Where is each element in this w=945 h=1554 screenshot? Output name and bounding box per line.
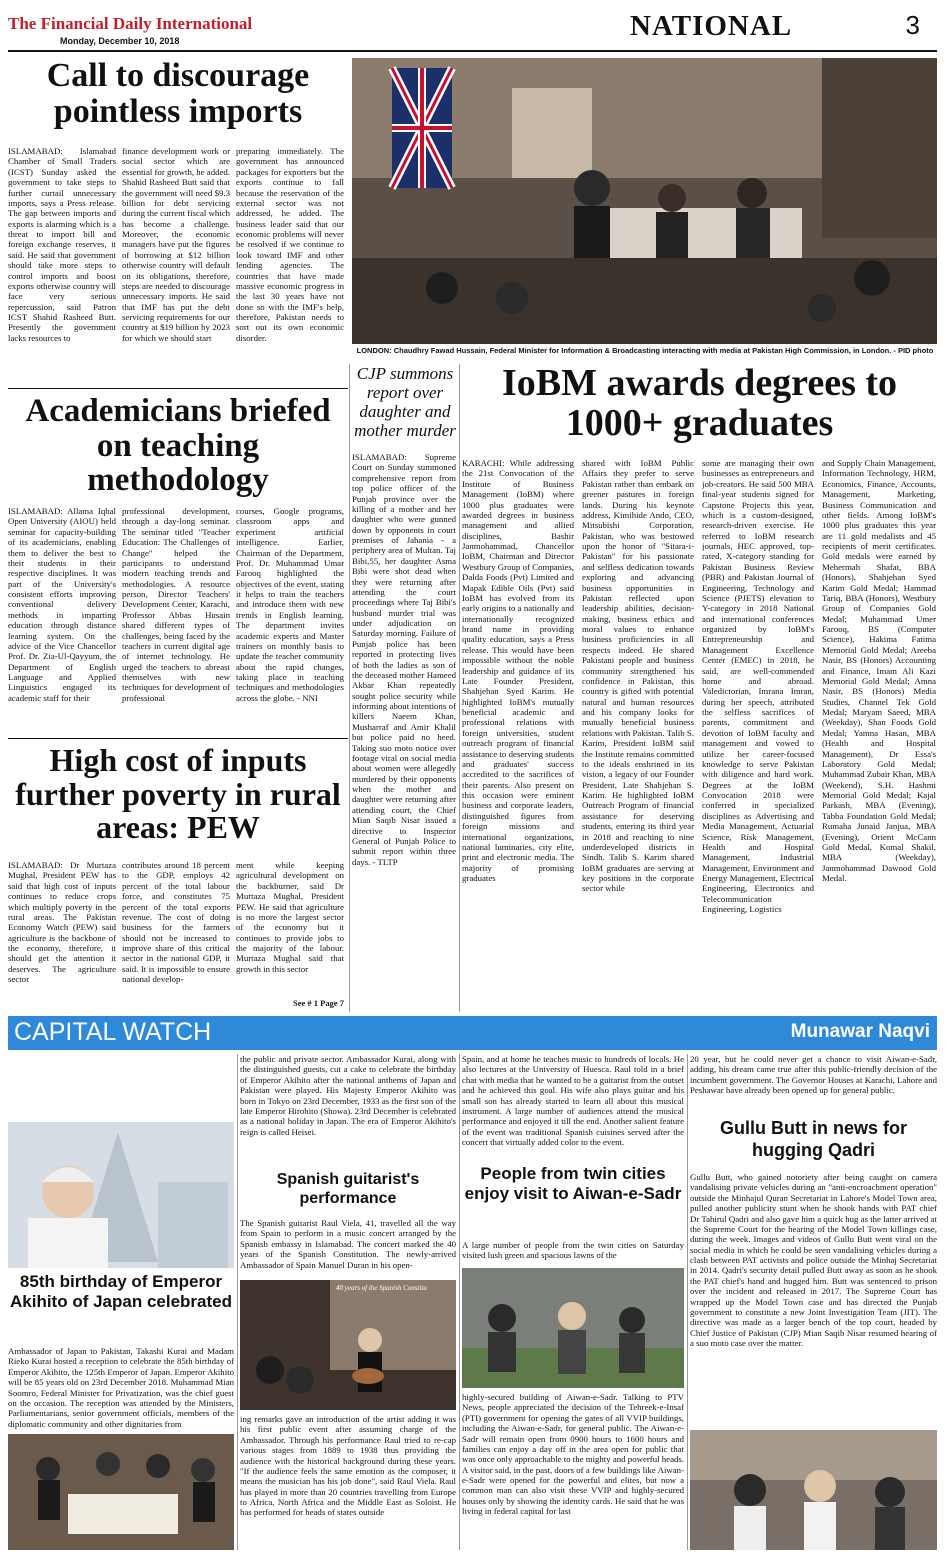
section-label: NATIONAL [630, 10, 793, 42]
akihito-col-2: the public and private sector. Ambassador Kurai, along with the distinguished guests, cut a cake to celebrate the birthday of Emperor Akihito after the national anthems of Japan and Pakistan were played. His Majesty Emperor Akihito was born in Tokyo on 23rd December, 1933 as the first son of the late Emperor Hirohito (Showa). 23rd December is celebrated as a national holiday in Japan. The era of Emperor Akihito's reign is called Heisei. [240, 1054, 456, 1137]
iobm-col-1: KARACHI: While addressing the 21st Convocation of the Institute of Business Management (IoBM) where 1000 plus graduates were awarded degrees in business management and allied disciplines, Bashir Janmohammad, Chancellor IoBM, Chairman and Director Westbury Group of Companies, Dalda Foods (Pvt) Limited and Mapak Edible Oils (Pvt) said IoBM has evolved from its early origins to a nationally and internationally recognized brand name in providing quality education, says a Press release. This would have been impossible without the noble leadership and guidance of its Late Founder President, Shahjehan Syed Karim. He highlighted IoBM's mutually beneficial academic and professional relations with foreign universities, student outreach program of financial assistance to deserving students and graduates' success accredited to the sacrifices of their parents. Also present on this occasion were eminent business and corporate leaders, distinguished figures from foreign missions and international organizations, national luminaries, city elite, print and electronic media. The majority of promising graduates [462, 458, 574, 883]
imports-col-2: finance development work or social sector which are essential for growth, he added. Shahid Rasheed Butt said that the government will need $9.3 billion for debt servicing during the current fiscal which has become a challenge. Moreover, the economic managers have put the figures of borrowing at $12 billion otherwise country will default on its obligations, therefore, steps are needed to discourage unnecessary imports. He said that IMF has put the debt servicing requirements for our country at $19 billion by 2023 for which we should start [122, 146, 230, 343]
akihito-cake-photo [8, 1434, 234, 1550]
gullu-headline: Gullu Butt in news for hugging Qadri [720, 1118, 907, 1160]
academicians-col-2: professional development, through a day-long seminar. The seminar titled "Teacher Education: The Challenges of Change" helped the participants to understand modern teaching trends and methodologies. A resource person, Director Teachers' Development Center, Karachi, Professor Abbas Husain shared different types of challenges, being faced by the teachers in current digital age of internet technology. He urged the teachers to abreast themselves with new techniques for development of professional [122, 506, 230, 703]
column-divider [237, 1054, 238, 1550]
pew-col-1: ISLAMABAD: Dr Murtaza Mughal, President PEW has said that high cost of inputs continues to reduce crops which multiply poverty in the rural areas. The Pakistan Economy Watch (PEW) said agriculture is the backbone of the economy, therefore, it should get the attention it deserves. The agriculture sector [8, 860, 116, 985]
pew-col-3: ment while keeping agricultural development on the backburner, said Dr Murtaza Mughal, President PEW. He said that agriculture is no more the largest sector of the economy but it continues to provide jobs to the majority of the labour. Murtaza Mughal said that growth in this sector [236, 860, 344, 974]
columnist-photo [8, 1122, 234, 1268]
pew-col-2: contributes around 18 percent to the GDP, employs 42 percent of the total labour force, and constitutes 75 percent of the total exports revenue. The cost of doing business for the farmers should not be increased to improve share of this critical sector in the national GDP, it said. It is impossible to ensure national develop- [122, 860, 230, 985]
columnist-photo-illustration [8, 1122, 234, 1268]
london-photo-illustration [352, 58, 937, 344]
aiwan-col-3: 20 year, but he could never get a chance to visit Aiwan-e-Sadr, adding, his dream came true after this public-friendly decision of the incumbent government. The Governor Houses at Karachi, Lahore and Peshawar have already been opened up for general public. [690, 1054, 937, 1096]
imports-col-1: ISLAMABAD: Islamabad Chamber of Small Traders (ICST) Sunday asked the government to take steps to further curtail unnecessary imports, says a Press release. The gap between imports and exports is alarming which is a threat to import bill and foreign exchange reserves, it said. He said that government should take more steps to control imports and boost exports otherwise country will face very serious repercussion, said Patron ICST Shahid Rasheed Butt. Presently the government lacks resources to [8, 146, 116, 343]
academicians-headline: Academicians briefed on teaching methodology [25, 394, 331, 499]
guitarist-col-3: Spain, and at home he teaches music to hundreds of locals. He also lectures at the University of Huesca. Raul told in a brief chat with media that he wanted to be a guitarist from the outset and he achieved this goal. His wife also plays guitar and his small son has already started to learn all about this musical instrument. A large number of audiences attend the musical performance and enjoyed it till the end. Another salient feature of the event was traditional Spanish cuisines served after the concert that virtually added color to the event. [462, 1054, 684, 1147]
guitarist-col-1: The Spanish guitarist Raul Viela, 41, travelled all the way from Spain to perform in a music concert arranged by the Spanish embassy in Islamabad. The concert marked the 40 years of the Spanish Constitution. The newly-arrived Ambassador of Spain Manuel Duran in his open- [240, 1218, 456, 1270]
column-divider [459, 1054, 460, 1550]
akihito-photo-illustration [8, 1434, 234, 1550]
section-rule [8, 738, 348, 739]
masthead-date: Monday, December 10, 2018 [60, 36, 180, 46]
page-number: 3 [905, 10, 920, 40]
academicians-col-3: courses, Google programs, classroom apps and experiment artificial intelligence. Earlier, Chairman of the Department, Prof. Dr. Muhammad Umar Farooq highlighted the objectives of the event, stating it helps to train the teachers and introduce them with new trends in English learning. The department invites academic experts and Master trainers on monthly basis to update the teacher community about the rapid changes, taking place in teaching techniques and methodologies across the globe. - NNI [236, 506, 344, 703]
capital-watch-title: CAPITAL WATCH [14, 1018, 212, 1046]
column-divider [349, 364, 350, 1012]
column-divider [459, 364, 460, 1012]
aiwan-photo [462, 1268, 684, 1388]
cjp-body: ISLAMABAD: Supreme Court on Sunday summoned comprehensive report from top police officer of the Punjab province over the killing of a mother and her daughter who were gunned down by opponents in court premises of Jahania - a periphery area of Multan. Taj Bibi,55, her daughter Asma Bibi were shot dead when they were returning after attending the court proceedings where Taj Bibi's husband murder trial was under adjudication on Saturday morning. Failure of Punjab police has been reported in protecting lives of both the ladies as son of the deceased mother Hameed Akbar Khan repeatedly sought police security while informing about intentions of killers Naeem Khan, Musharraf and Amir Khalil but police paid no heed. Taking suo moto notice over footage viral on social media about women were allegedly murdered by their opponents when the mother and daughter were returning after attending court, the Chief Mian Saqib Nisar issued a directive to Inspector General of Punjab Police to submit report within three days. - TLTP [352, 452, 456, 867]
gullu-photo [690, 1430, 937, 1550]
guitarist-poster-text: 40 years of the Spanish Constitu [336, 1284, 427, 1292]
aiwan-headline: People from twin cities enjoy visit to Aiwan-e-Sadr [464, 1164, 682, 1204]
iobm-col-3: some are managing their own businesses as entrepreneurs and job-creators. He said 500 MBA final-year students signed for Capstone Projects this year, which is a custom-designed, research-driven exercise. He referred to IoBM research journals, HEC approved, top-rated, X-category standing for Pakistan Business Review (PBR) and Pakistan Journal of Engineering, Technology and Science (PJETS) elevation to Y-category in 2018 National and international conferences organized by IoBM's Entrepreneurship and Management Excellence Center (EMEC) in 2018, he said, are well-commended home and abroad. Valedictorian, Imrana Imran, during her speech, attributed the selfless sacrifices of parents, commitment and devotion of IoBM faculty and management and vowed to utilize her career-focused knowledge to serve Pakistan with diligence and hard work. Degrees at the IoBM Convocation 2018 were conferred in specialized disciplines as Advertising and Media Management, Actuarial Science, Risk Management, Health and Hospital Management, Industrial Management, Environment and Energy Management, Electrical Engineering, Electronics and Telecommunication Engineering, Logistics [702, 458, 814, 915]
iobm-headline: IoBM awards degrees to 1000+ graduates [501, 364, 898, 444]
iobm-col-4: and Supply Chain Management, Information Technology, HRM, Economics, Finance, Accounts, Management, Marketing, Business Communication and other fields. Among IoBM's 1000 plus graduates this year are 11 gold medalists and 45 recipients of merit certificates. Gold medals were earned by Mehermah Shafat, BBA (Honors), Shahjehan Syed Karim Gold Medal; Hammad Tariq, BBA (Honors), Westbury Group of Companies Gold Medal; Muhammad Umer Farooq, BS (Computer Science), Hakima Fatima Memorial Gold Medal; Areeba Nasir, BS (Honors) Accounting and Finance, Imam Ali Kazi Memorial Gold Medal; Amna Nasir, BS (Honors) Media Studies, Channel Tek Gold Medal; Maryam Saeed, MBA (Weekday), Shan Foods Gold Medal; Yamna Hasan, MBA (Health and Hospital Management), Dr Essa's Laboratory Gold Medal; Muhammad Zubair Khan, MBA (Weekend), S.H. Hashmi Memorial Gold Medal; Kajal Parkash, MBA (Evening), Tabba Foundation Gold Medal; Rumaha Junaid Janjua, MBA (Evening), Orient McCann Gold Medal, Komal Shakil, MBA (Weekday), Janmohammad Dawood Gold Medal. [822, 458, 936, 883]
guitarist-headline: Spanish guitarist's performance [276, 1171, 420, 1208]
aiwan-col-1: A large number of people from the twin cities on Saturday visited lush green and spacious lawns of the [462, 1240, 684, 1261]
masthead-name: The Financial Daily International [8, 14, 253, 33]
aiwan-photo-illustration [462, 1268, 684, 1388]
london-media-photo [352, 58, 937, 344]
guitarist-photo [240, 1280, 456, 1410]
guitarist-photo-illustration [240, 1280, 456, 1410]
akihito-headline: 85th birthday of Emperor Akihito of Japan celebrated [10, 1272, 232, 1312]
capital-watch-author: Munawar Naqvi [790, 1021, 930, 1042]
gullu-photo-illustration [690, 1430, 937, 1550]
cjp-headline: CJP summons report over daughter and mother murder [354, 364, 456, 441]
masthead-rule [8, 50, 937, 52]
gullu-body: Gullu Butt, who gained notoriety after being caught on camera vandalising private vehicles during an "anti-encroachment operation" outside the Minhajul Quran Secretariat in Lahore's Model Town area, pulled another publicity stunt when he shook hands with PAT chief Dr Tahirul Qadri and also gave him a quick hug as the latter arrived at the Supreme Court for the hearing of the Model Town killings case, during the week. Images and videos of Gullu Butt went viral on the social media in which he could be seen vandalising vehicles during a clash between PAT activists and police outside the Minhaj Secretariat in 2014. Qadri's security detail pulled Butt away as soon as he shook the PAT chief's hand and hugged him. Butt was sentenced to prison over the incident and released in 2017. The Supreme Court has wrapped up the Model Town case and has directed the Punjab government to constitute a new Joint Investigation Team (JIT). The directive was made as a larger bench of the top court, headed by Chief Justice of Pakistan (CJP) Mian Saqib Nisar resumed hearing of a suo moto case over the matter. [690, 1172, 937, 1348]
london-photo-caption: LONDON: Chaudhry Fawad Hussain, Federal Minister for Information & Broadcasting interacting with media at Pakistan High Commission, in London. - PID photo [356, 346, 934, 355]
imports-col-3: preparing immediately. The government has announced packages for exporters but the exports continue to fall because the reservation of the external sector was not addressed, he added. The business leader said that our economic problems will never be resolved if we continue to look toward IMF and other lending agencies. The countries that have made massive economic progress in the last 30 years have not done so with the IMF's help, therefore, Pakistan needs to sort out its own economic disorder. [236, 146, 344, 343]
guitarist-col-2: ing remarks gave an introduction of the artist adding it was his first public event after assuming charge of the Ambassador. Through his performance Raul tried to re-cap various stages from 1889 to 1938 thus providing the audience with the historical background during these years. "If the audience feels the same emotion as the composer, it means the musician has his job done", said Raul Viela. Raul has played in more than 20 countries travelling from Europe to Africa, North Africa and the Middle East as Soloist. He has performed for heads of states outside [240, 1414, 456, 1518]
pew-jump-line: See # 1 Page 7 [293, 998, 344, 1008]
column-divider [687, 1054, 688, 1550]
aiwan-col-2: highly-secured building of Aiwan-e-Sadr. Talking to PTV News, people appreciated the decision of the Tehreek-e-Insaf (PTI) government for opening the gates of all VVIP buildings, including the Aiwan-e-Sadr, for general public. The Aiwan-e-Sadr will remain open from 0900 hours to 1600 hours and families can enjoy a day off in the area open for public that was once only approachable to the mighty and powerful heads. A visitor said, in the past, doors of a few buildings like Aiwan-e-Sadr were opened for the powerful and elites, but now a common man can also visit these VVIP and highly-secured houses only by showing the identity cards. He said that he was living in federal capital for last [462, 1392, 684, 1517]
akihito-col-1: Ambassador of Japan to Pakistan, Takashi Kurai and Madam Rieko Kurai hosted a reception to celebrate the 85th birthday of Emperor Akihito, the 125th Emperor of Japan. Emperor Akihito will be 85 years old on 23rd December 2018. Muhammad Mian Soomro, Federal Minister for Privatization, was the chief guest on the occasion. The reception was attended by the Ministers, Parliamentarians, senior government officials, members of the diplomatic community and other dignitaries from [8, 1346, 234, 1429]
academicians-col-1: ISLAMABAD: Allama Iqbal Open University (AIOU) held seminar for capacity-building of its academicians, enabling them to deliver the best to their students in their respective disciplines. It was part of the University's consistent efforts improving conventional delivery methods in imparting education through distance learning system. On the advice of the Vice Chancellor Prof. Dr. Zia-Ul-Qayyum, the Department of English Language and Applied Linguistics engaged its academic staff for their [8, 506, 116, 703]
iobm-col-2: shared with IoBM Public Affairs they prefer to serve Pakistan rather than embark on greener pastures in foreign lands. During his keynote address, Kimihide Ando, CEO, Mitsubishi Corporation, Pakistan, who was bestowed upon the honor of "Sitara-i-Pakistan" for his passionate and selfless dedication towards exploring and advancing business opportunities in Pakistan reflected upon leadership abilities, decision-making, business ethics and moral values to enhance business proficiencies in all respects indeed. He shared Pakistani people and business community strengthened his confidence in Pakistan, this country is gifted with potential natural and human resources and his company looks for mutually beneficial business relations with Pakistan. Talib S. Karim, President IoBM said the Institute remains committed to the ideals enshrined in its vision, a legacy of our Founder President, Late Shahjehan S. Karim. He highlighted IoBM Outreach Program of financial assistance for deserving students, entering its third year in 2018 and reaching to nine underdeveloped districts in Sindh. Talib S. Karim shared IoBM graduates are serving at key positions in the corporate sector while [582, 458, 694, 894]
section-rule [8, 388, 348, 389]
imports-headline: Call to discourage pointless imports [46, 58, 310, 130]
pew-headline: High cost of inputs further poverty in rural areas: PEW [15, 744, 341, 846]
